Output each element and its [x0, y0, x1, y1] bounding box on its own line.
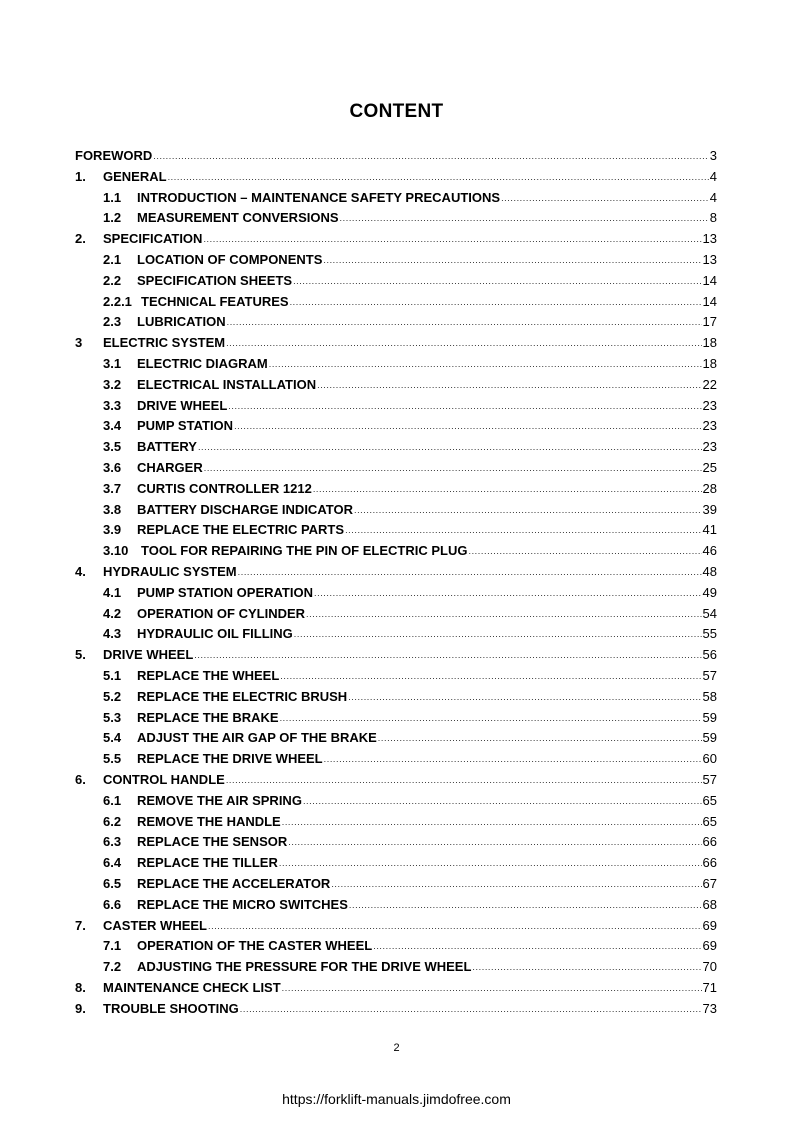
- toc-entry-page: 18: [702, 335, 717, 351]
- toc-entry[interactable]: [75, 914, 717, 934]
- dot-leader: [282, 982, 702, 994]
- dot-leader: [204, 462, 702, 474]
- toc-entry-page: 66: [702, 855, 717, 871]
- toc-entry[interactable]: [75, 498, 717, 518]
- toc-entry[interactable]: [75, 643, 717, 663]
- toc-entry-number: 6.: [75, 772, 86, 787]
- dot-leader: [323, 254, 701, 266]
- toc-entry-label: FOREWORD: [75, 148, 153, 163]
- dot-leader: [345, 524, 701, 536]
- toc-entry[interactable]: [75, 373, 717, 393]
- toc-entry-number: 5.3: [103, 709, 122, 725]
- toc-entry-number: 3.8: [103, 501, 122, 517]
- toc-entry-page: 23: [702, 397, 717, 413]
- toc-entry-label: REPLACE THE DRIVE WHEEL: [137, 751, 323, 767]
- toc-entry-number: 6.2: [103, 813, 122, 829]
- toc-entry[interactable]: [75, 435, 717, 455]
- toc-entry[interactable]: [75, 477, 717, 497]
- toc-entry-page: 46: [702, 543, 717, 559]
- toc-entry-label: LOCATION OF COMPONENTS: [137, 252, 323, 267]
- toc-entry-number: 2.1: [103, 252, 122, 267]
- toc-entry-label: DRIVE WHEEL: [137, 397, 228, 413]
- toc-entry-label: OPERATION OF CYLINDER: [137, 605, 306, 621]
- dot-leader: [238, 566, 702, 578]
- toc-entry[interactable]: [75, 726, 717, 746]
- toc-entry-label: CONTROL HANDLE: [103, 772, 225, 787]
- toc-entry-number: 5.5: [103, 751, 122, 767]
- toc-entry[interactable]: [75, 518, 717, 538]
- dot-leader: [240, 1003, 702, 1015]
- toc-entry-label: MEASUREMENT CONVERSIONS: [137, 210, 339, 226]
- toc-entry-page: 3: [709, 148, 717, 163]
- toc-entry-page: 13: [702, 231, 717, 247]
- dot-leader: [269, 358, 702, 370]
- toc-entry-page: 73: [702, 1000, 717, 1016]
- dot-leader: [324, 753, 702, 765]
- toc-entry-label: SPECIFICATION SHEETS: [137, 272, 293, 288]
- toc-entry-number: 4.2: [103, 605, 122, 621]
- toc-entry-page: 23: [702, 439, 717, 455]
- dot-leader: [314, 587, 702, 599]
- toc-entry-label: REPLACE THE TILLER: [137, 855, 278, 871]
- toc-entry-page: 60: [702, 751, 717, 767]
- dot-leader: [208, 920, 702, 932]
- toc-entry-page: 39: [702, 501, 717, 517]
- toc-entry-number: 3.4: [103, 418, 122, 434]
- dot-leader: [317, 379, 701, 391]
- toc-entry-label: LUBRICATION: [137, 314, 226, 330]
- toc-entry-number: 6.6: [103, 896, 122, 912]
- toc-entry-number: 1.: [75, 168, 86, 184]
- toc-entry-label: TROUBLE SHOOTING: [103, 1000, 239, 1016]
- toc-entry-page: 17: [702, 314, 717, 330]
- toc-entry[interactable]: [75, 622, 717, 642]
- toc-entry[interactable]: [75, 269, 717, 289]
- dot-leader: [168, 171, 709, 183]
- toc-entry-page: 54: [702, 605, 717, 621]
- toc-entry-label: REPLACE THE ACCELERATOR: [137, 876, 331, 891]
- toc-entry-number: 3.9: [103, 522, 122, 538]
- toc-entry-label: SPECIFICATION: [103, 231, 203, 247]
- toc-entry-page: 49: [702, 584, 717, 600]
- toc-entry-page: 67: [702, 876, 717, 891]
- toc-entry-number: 4.3: [103, 626, 122, 642]
- dot-leader: [290, 296, 702, 308]
- toc-entry-label: CURTIS CONTROLLER 1212: [137, 480, 312, 496]
- toc-entry[interactable]: [75, 934, 717, 954]
- toc-entry-page: 18: [702, 356, 717, 371]
- toc-entry-number: 7.1: [103, 938, 122, 954]
- toc-entry-page: 59: [702, 709, 717, 725]
- dot-leader: [226, 337, 701, 349]
- toc-entry-page: 65: [702, 792, 717, 808]
- toc-entry-label: INTRODUCTION – MAINTENANCE SAFETY PRECAUTIONS: [137, 189, 501, 205]
- toc-entry-page: 41: [702, 522, 717, 538]
- toc-entry[interactable]: [75, 331, 717, 351]
- toc-entry[interactable]: [75, 144, 717, 164]
- toc-entry-label: REPLACE THE MICRO SWITCHES: [137, 896, 348, 912]
- toc-entry-number: 6.4: [103, 855, 122, 871]
- toc-entry-label: ELECTRICAL INSTALLATION: [137, 376, 317, 392]
- toc-entry-label: ADJUSTING THE PRESSURE FOR THE DRIVE WHEEL: [137, 959, 472, 975]
- toc-entry-number: 7.2: [103, 959, 122, 975]
- toc-entry-page: 58: [702, 688, 717, 704]
- toc-entry-page: 65: [702, 813, 717, 829]
- toc-entry-label: REMOVE THE HANDLE: [137, 813, 281, 829]
- toc-entry[interactable]: [75, 414, 717, 434]
- toc-entry[interactable]: [75, 310, 717, 330]
- toc-entry-label: CASTER WHEEL: [103, 917, 207, 933]
- toc-entry[interactable]: [75, 186, 717, 206]
- toc-entry[interactable]: [75, 352, 717, 372]
- toc-entry-number: 3: [75, 335, 83, 351]
- toc-entry-number: 5.1: [103, 668, 122, 683]
- toc-entry[interactable]: [75, 997, 717, 1017]
- dot-leader: [280, 670, 701, 682]
- toc-entry-page: 13: [702, 252, 717, 267]
- toc-entry-label: REPLACE THE WHEEL: [137, 668, 280, 683]
- toc-entry-number: 4.: [75, 564, 86, 579]
- dot-leader: [468, 545, 701, 557]
- toc-entry-label: ADJUST THE AIR GAP OF THE BRAKE: [137, 730, 377, 746]
- toc-entry-page: 57: [702, 772, 717, 787]
- toc-entry-number: 7.: [75, 917, 86, 933]
- dot-leader: [198, 441, 702, 453]
- toc-entry[interactable]: [75, 893, 717, 913]
- dot-leader: [306, 608, 701, 620]
- toc-entry-label: DRIVE WHEEL: [103, 647, 194, 663]
- toc-entry-label: REPLACE THE BRAKE: [137, 709, 279, 725]
- toc-entry-page: 59: [702, 730, 717, 746]
- toc-entry-label: MAINTENANCE CHECK LIST: [103, 980, 281, 995]
- toc-entry[interactable]: [75, 290, 717, 310]
- toc-entry[interactable]: [75, 539, 717, 559]
- dot-leader: [293, 275, 701, 287]
- dot-leader: [501, 192, 709, 204]
- toc-entry-number: 5.4: [103, 730, 122, 746]
- toc-entry-page: 66: [702, 834, 717, 850]
- toc-entry-number: 3.1: [103, 356, 122, 371]
- toc-entry-number: 6.3: [103, 834, 122, 850]
- toc-entry-page: 4: [709, 168, 717, 184]
- dot-leader: [313, 483, 702, 495]
- toc-entry-label: REPLACE THE ELECTRIC PARTS: [137, 522, 345, 538]
- dot-leader: [294, 628, 702, 640]
- toc-entry-label: HYDRAULIC SYSTEM: [103, 564, 237, 579]
- toc-entry-label: REPLACE THE ELECTRIC BRUSH: [137, 688, 348, 704]
- toc-entry-label: HYDRAULIC OIL FILLING: [137, 626, 293, 642]
- dot-leader: [373, 940, 701, 952]
- toc-entry-page: 28: [702, 480, 717, 496]
- toc-entry-page: 68: [702, 896, 717, 912]
- toc-entry-page: 25: [702, 460, 717, 475]
- toc-entry-page: 23: [702, 418, 717, 434]
- toc-entry-number: 3.2: [103, 376, 122, 392]
- toc-entry-number: 3.7: [103, 480, 122, 496]
- toc-entry[interactable]: [75, 976, 717, 996]
- toc-entry[interactable]: [75, 747, 717, 767]
- toc-entry[interactable]: [75, 810, 717, 830]
- dot-leader: [203, 233, 701, 245]
- toc-entry-label: REMOVE THE AIR SPRING: [137, 792, 302, 808]
- toc-entry-number: 3.3: [103, 397, 122, 413]
- document-title: CONTENT: [349, 101, 444, 122]
- toc-entry-label: PUMP STATION: [137, 418, 234, 434]
- toc-entry-page: 69: [702, 938, 717, 954]
- dot-leader: [378, 732, 702, 744]
- toc-entry-label: OPERATION OF THE CASTER WHEEL: [137, 938, 373, 954]
- dot-leader: [280, 712, 702, 724]
- toc-entry[interactable]: [75, 872, 717, 892]
- toc-entry-number: 1.1: [103, 189, 122, 205]
- dot-leader: [288, 836, 701, 848]
- toc-entry[interactable]: [75, 165, 717, 185]
- toc-entry-label: BATTERY DISCHARGE INDICATOR: [137, 501, 353, 517]
- toc-entry-label: TOOL FOR REPAIRING THE PIN OF ELECTRIC PLUG: [141, 543, 468, 559]
- toc-entry-label: TECHNICAL FEATURES: [141, 293, 289, 309]
- toc-entry-number: 2.2.1: [103, 293, 132, 309]
- toc-entry-page: 56: [702, 647, 717, 663]
- toc-entry[interactable]: [75, 706, 717, 726]
- toc-entry-page: 4: [709, 189, 717, 205]
- toc-entry[interactable]: [75, 581, 717, 601]
- toc-entry-number: 8.: [75, 980, 86, 995]
- dot-leader: [354, 504, 702, 516]
- dot-leader: [227, 316, 702, 328]
- toc-entry-page: 22: [702, 376, 717, 392]
- toc-entry-label: REPLACE THE SENSOR: [137, 834, 288, 850]
- dot-leader: [226, 774, 702, 786]
- dot-leader: [153, 150, 708, 162]
- toc-entry[interactable]: [75, 685, 717, 705]
- toc-entry[interactable]: [75, 560, 717, 580]
- toc-entry[interactable]: [75, 664, 717, 684]
- toc-entry-page: 69: [702, 917, 717, 933]
- dot-leader: [228, 400, 701, 412]
- toc-entry[interactable]: [75, 602, 717, 622]
- toc-entry-label: CHARGER: [137, 460, 203, 475]
- dot-leader: [194, 649, 701, 661]
- toc-entry-number: 5.2: [103, 688, 122, 704]
- dot-leader: [340, 212, 709, 224]
- toc-entry[interactable]: [75, 248, 717, 268]
- dot-leader: [348, 691, 701, 703]
- toc-entry-number: 3.6: [103, 460, 122, 475]
- toc-entry-page: 70: [702, 959, 717, 975]
- toc-entry[interactable]: [75, 789, 717, 809]
- toc-entry-number: 6.5: [103, 876, 122, 891]
- dot-leader: [234, 420, 701, 432]
- toc-entry-label: BATTERY: [137, 439, 197, 455]
- page-number: 2: [393, 1042, 400, 1054]
- toc-entry-number: 2.: [75, 231, 86, 247]
- toc-entry-number: 2.2: [103, 272, 122, 288]
- toc-entry[interactable]: [75, 227, 717, 247]
- toc-entry-page: 8: [709, 210, 717, 226]
- toc-entry-page: 14: [702, 272, 717, 288]
- toc-entry-number: 9.: [75, 1000, 86, 1016]
- toc-entry-label: ELECTRIC SYSTEM: [103, 335, 226, 351]
- toc-entry-page: 71: [702, 980, 717, 995]
- toc-entry[interactable]: [75, 456, 717, 476]
- toc-entry[interactable]: [75, 851, 717, 871]
- dot-leader: [331, 878, 701, 890]
- dot-leader: [279, 857, 702, 869]
- toc-entry-label: GENERAL: [103, 168, 167, 184]
- toc-entry[interactable]: [75, 394, 717, 414]
- toc-entry[interactable]: [75, 955, 717, 975]
- toc-entry-label: PUMP STATION OPERATION: [137, 584, 313, 600]
- toc-entry[interactable]: [75, 830, 717, 850]
- toc-entry-page: 14: [702, 293, 717, 309]
- toc-entry[interactable]: [75, 206, 717, 226]
- toc-entry-number: 5.: [75, 647, 86, 663]
- toc-entry-number: 6.1: [103, 792, 122, 808]
- toc-entry-number: 1.2: [103, 210, 122, 226]
- toc-entry-number: 2.3: [103, 314, 122, 330]
- dot-leader: [349, 899, 702, 911]
- dot-leader: [282, 816, 702, 828]
- dot-leader: [472, 961, 701, 973]
- toc-entry-label: ELECTRIC DIAGRAM: [137, 356, 268, 371]
- toc-entry-number: 3.5: [103, 439, 122, 455]
- toc-entry[interactable]: [75, 768, 717, 788]
- toc-entry-page: 57: [702, 668, 717, 683]
- footer-url: https://forklift-manuals.jimdofree.com: [282, 1091, 511, 1107]
- toc-entry-page: 48: [702, 564, 717, 579]
- dot-leader: [303, 795, 702, 807]
- toc-entry-page: 55: [702, 626, 717, 642]
- toc-entry-number: 3.10: [103, 543, 129, 559]
- toc-entry-number: 4.1: [103, 584, 122, 600]
